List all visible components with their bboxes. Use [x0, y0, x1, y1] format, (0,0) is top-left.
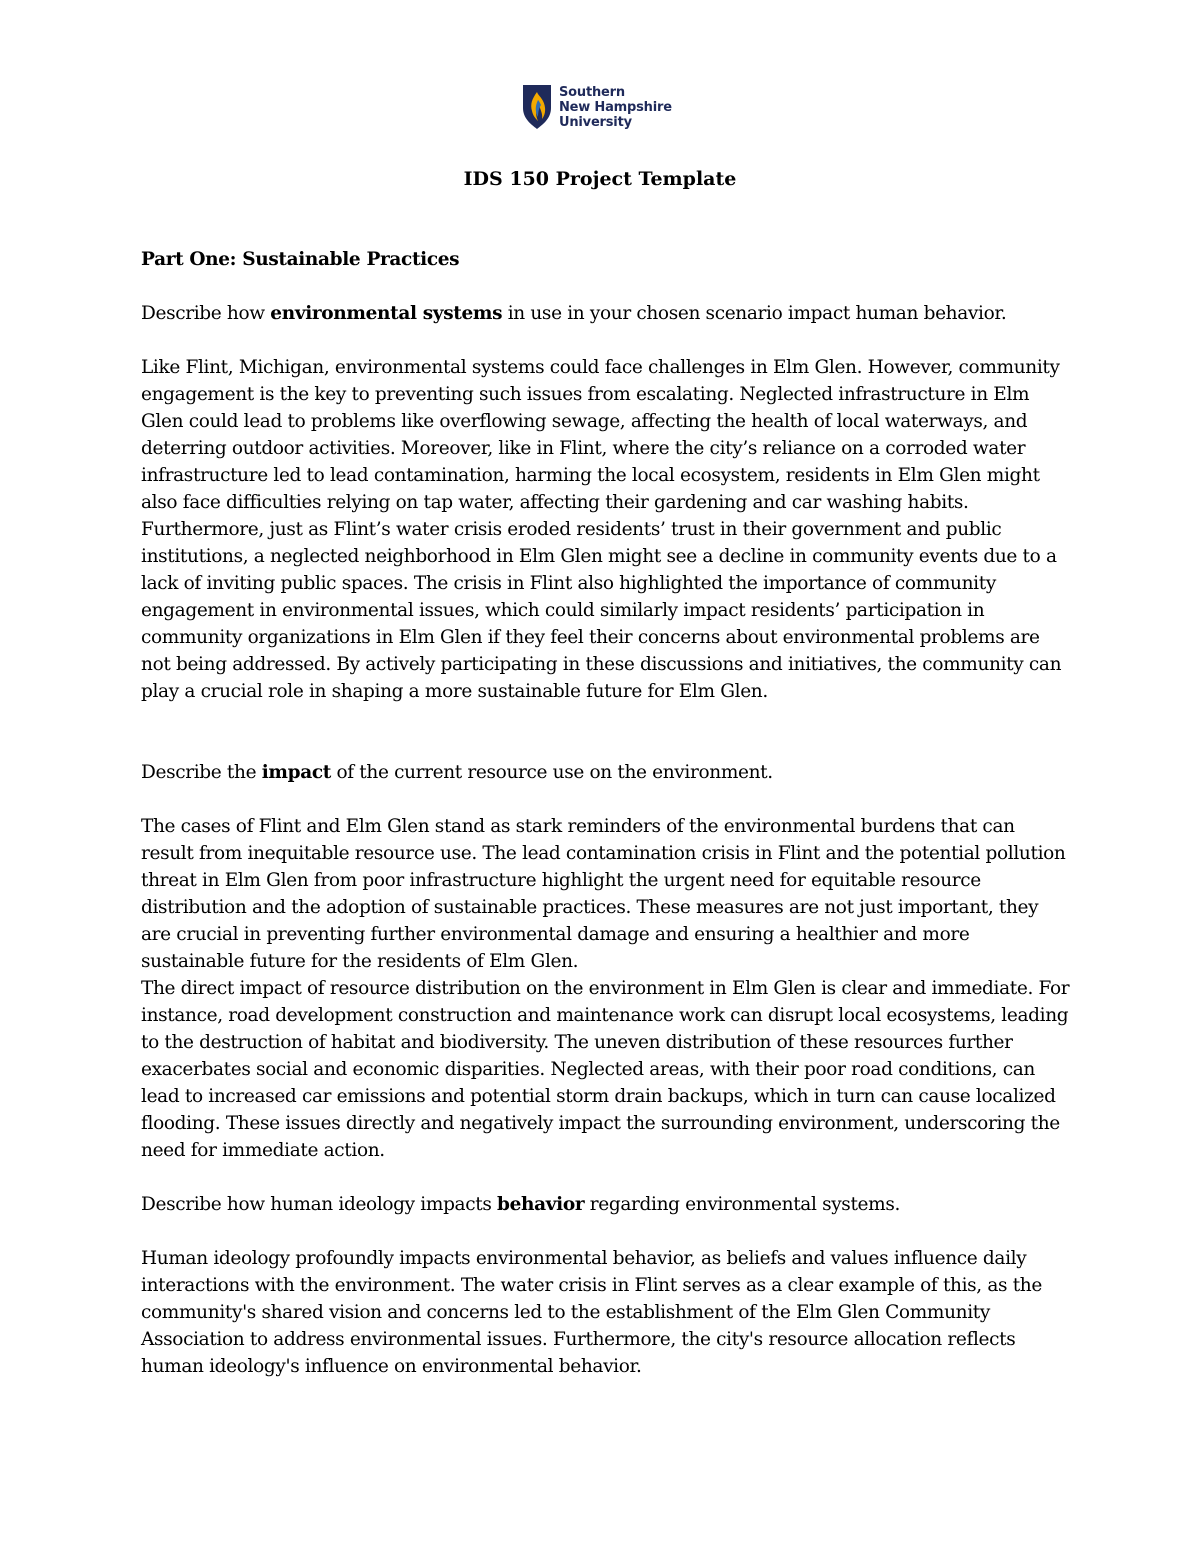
part-heading: Part One: Sustainable Practices	[141, 249, 460, 270]
question-1-after: in use in your chosen scenario impact human behavior.	[502, 303, 1007, 324]
question-1-bold: environmental systems	[270, 303, 503, 324]
logo-line-3: University	[559, 115, 632, 130]
logo-line-2: New Hampshire	[559, 100, 672, 115]
question-2-after: of the current resource use on the environment.	[330, 762, 773, 783]
question-2	[141, 759, 1071, 786]
question-1	[141, 300, 1071, 327]
question-3	[141, 1191, 1071, 1218]
logo-line-1: Southern	[559, 85, 625, 100]
answer-3: Human ideology profoundly impacts environmental behavior, as beliefs and values influence daily interactions with the environment. The water crisis in Flint serves as a clear example of this, as the community's shared vision and concerns led to the establishment of the Elm Glen Community Association to address environmental issues. Furthermore, the city's resource allocation reflects human ideology's influence on environmental behavior.	[141, 1248, 1042, 1377]
question-3-before: Describe how human ideology impacts	[141, 1194, 498, 1215]
logo-wordmark	[559, 84, 672, 130]
answer-2-paragraph-2: The direct impact of resource distribution on the environment in Elm Glen is clear and immediate. For instance, road development construction and maintenance work can disrupt local ecosystems, leading to the destruction of habitat and biodiversity. The uneven distribution of these resources further exacerbates social and economic disparities. Neglected areas, with their poor road conditions, can lead to increased car emissions and potential storm drain backups, which in turn can cause localized flooding. These issues directly and negatively impact the surrounding environment, underscoring the need for immediate action.	[141, 978, 1070, 1161]
shield-flame-icon	[522, 84, 552, 130]
question-1-before: Describe how	[141, 303, 271, 324]
university-logo	[522, 84, 672, 130]
document-title: IDS 150 Project Template	[463, 168, 737, 190]
question-2-bold: impact	[261, 762, 331, 783]
question-3-after: regarding environmental systems.	[584, 1194, 901, 1215]
question-2-before: Describe the	[141, 762, 262, 783]
answer-2-paragraph-1: The cases of Flint and Elm Glen stand as stark reminders of the environmental burdens that can result from inequitable resource use. The lead contamination crisis in Flint and the potential pollution threat in Elm Glen from poor infrastructure highlight the urgent need for equitable resource distribution and the adoption of sustainable practices. These measures are not just important, they are crucial in preventing further environmental damage and ensuring a healthier and more sustainable future for the residents of Elm Glen.	[141, 816, 1066, 972]
document-body	[141, 246, 1071, 1380]
question-3-bold: behavior	[497, 1194, 585, 1215]
answer-1: Like Flint, Michigan, environmental systems could face challenges in Elm Glen. However, community engagement is the key to preventing such issues from escalating. Neglected infrastructure in Elm Glen could lead to problems like overflowing sewage, affecting the health of local waterways, and deterring outdoor activities. Moreover, like in Flint, where the city’s reliance on a corroded water infrastructure led to lead contamination, harming the local ecosystem, residents in Elm Glen might also face difficulties relying on tap water, affecting their gardening and car washing habits. Furthermore, just as Flint’s water crisis eroded residents’ trust in their government and public institutions, a neglected neighborhood in Elm Glen might see a decline in community events due to a lack of inviting public spaces. The crisis in Flint also highlighted the importance of community engagement in environmental issues, which could similarly impact residents’ participation in community organizations in Elm Glen if they feel their concerns about environmental problems are not being addressed. By actively participating in these discussions and initiatives, the community can play a crucial role in shaping a more sustainable future for Elm Glen.	[141, 357, 1062, 702]
